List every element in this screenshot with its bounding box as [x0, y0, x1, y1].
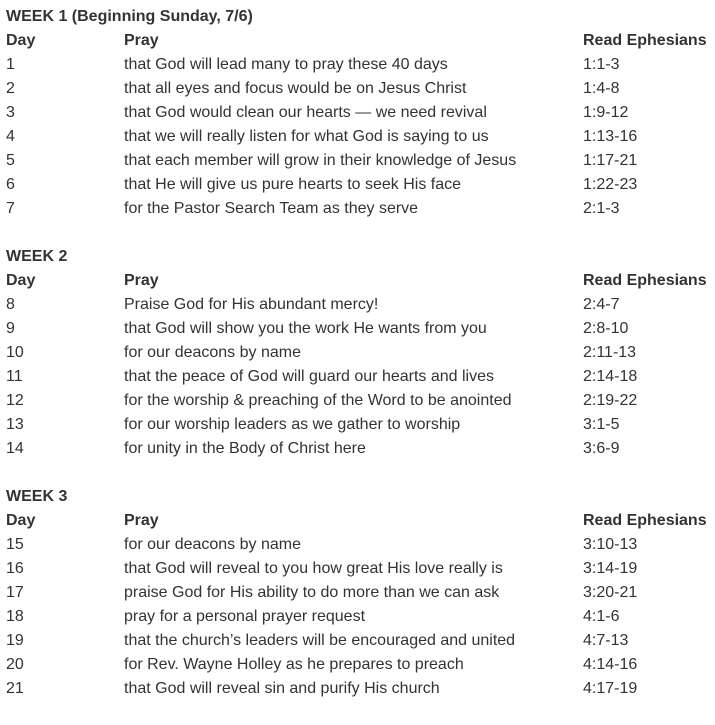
day-cell: 3: [6, 104, 15, 121]
read-cell: 4:14-16: [583, 656, 638, 673]
table-row: [6, 173, 711, 197]
week-section: [6, 245, 711, 461]
read-cell: 1:22-23: [583, 176, 638, 193]
pray-cell: that God will lead many to pray these 40 days: [124, 56, 448, 73]
table-row: [6, 389, 711, 413]
pray-cell: that God will reveal sin and purify His church: [124, 680, 440, 697]
week-section: [6, 485, 711, 701]
table-row: [6, 437, 711, 461]
day-cell: 9: [6, 320, 15, 337]
table-row: [6, 365, 711, 389]
pray-cell: that God would clean our hearts — we need revival: [124, 104, 487, 121]
day-cell: 4: [6, 128, 15, 145]
day-cell: 8: [6, 296, 15, 313]
read-cell: 2:1-3: [583, 200, 620, 217]
table-row: [6, 533, 711, 557]
week-title: WEEK 3: [6, 488, 68, 505]
pray-cell: for Rev. Wayne Holley as he prepares to preach: [124, 656, 464, 673]
prayer-schedule: [6, 5, 711, 725]
day-cell: 15: [6, 536, 24, 553]
read-cell: 1:13-16: [583, 128, 638, 145]
table-row: [6, 77, 711, 101]
day-cell: 6: [6, 176, 15, 193]
column-header-day: Day: [6, 512, 36, 529]
read-cell: 4:1-6: [583, 608, 620, 625]
column-header-read: Read Ephesians: [583, 512, 707, 529]
table-row: [6, 581, 711, 605]
pray-cell: for our deacons by name: [124, 536, 301, 553]
read-cell: 2:8-10: [583, 320, 629, 337]
pray-cell: for our deacons by name: [124, 344, 301, 361]
read-cell: 1:1-3: [583, 56, 620, 73]
read-cell: 4:7-13: [583, 632, 629, 649]
day-cell: 21: [6, 680, 24, 697]
read-cell: 1:4-8: [583, 80, 620, 97]
table-row: [6, 149, 711, 173]
pray-cell: for the worship & preaching of the Word to be anointed: [124, 392, 512, 409]
pray-cell: that we will really listen for what God is saying to us: [124, 128, 489, 145]
table-row: [6, 557, 711, 581]
pray-cell: pray for a personal prayer request: [124, 608, 366, 625]
pray-cell: that God will reveal to you how great His love really is: [124, 560, 503, 577]
pray-cell: for our worship leaders as we gather to worship: [124, 416, 461, 433]
table-row: [6, 293, 711, 317]
pray-cell: that all eyes and focus would be on Jesus Christ: [124, 80, 467, 97]
pray-cell: Praise God for His abundant mercy!: [124, 296, 379, 313]
pray-cell: that each member will grow in their knowledge of Jesus: [124, 152, 517, 169]
read-cell: 3:10-13: [583, 536, 638, 553]
pray-cell: for unity in the Body of Christ here: [124, 440, 366, 457]
column-header-read: Read Ephesians: [583, 32, 707, 49]
column-header-read: Read Ephesians: [583, 272, 707, 289]
table-row: [6, 197, 711, 221]
day-cell: 5: [6, 152, 15, 169]
day-cell: 11: [6, 368, 23, 385]
pray-cell: that He will give us pure hearts to seek His face: [124, 176, 462, 193]
read-cell: 3:1-5: [583, 416, 620, 433]
pray-cell: for the Pastor Search Team as they serve: [124, 200, 419, 217]
day-cell: 1: [6, 56, 15, 73]
week-title: WEEK 1 (Beginning Sunday, 7/6): [6, 8, 253, 25]
table-header: [6, 509, 711, 533]
week-title: WEEK 2: [6, 248, 68, 265]
table-row: [6, 53, 711, 77]
day-cell: 14: [6, 440, 24, 457]
table-row: [6, 125, 711, 149]
column-header-pray: Pray: [124, 272, 159, 289]
read-cell: 1:17-21: [583, 152, 638, 169]
read-cell: 4:17-19: [583, 680, 638, 697]
pray-cell: that the peace of God will guard our hearts and lives: [124, 368, 494, 385]
column-header-day: Day: [6, 32, 36, 49]
column-header-day: Day: [6, 272, 36, 289]
read-cell: 2:4-7: [583, 296, 620, 313]
day-cell: 18: [6, 608, 24, 625]
read-cell: 3:20-21: [583, 584, 638, 601]
day-cell: 20: [6, 656, 24, 673]
table-row: [6, 101, 711, 125]
table-header: [6, 269, 711, 293]
read-cell: 2:11-13: [583, 344, 637, 361]
table-row: [6, 653, 711, 677]
table-row: [6, 629, 711, 653]
day-cell: 13: [6, 416, 24, 433]
read-cell: 3:6-9: [583, 440, 620, 457]
table-row: [6, 605, 711, 629]
pray-cell: that God will show you the work He wants from you: [124, 320, 487, 337]
column-header-pray: Pray: [124, 512, 159, 529]
pray-cell: praise God for His ability to do more than we can ask: [124, 584, 500, 601]
day-cell: 7: [6, 200, 15, 217]
day-cell: 19: [6, 632, 24, 649]
read-cell: 2:19-22: [583, 392, 638, 409]
day-cell: 2: [6, 80, 15, 97]
column-header-pray: Pray: [124, 32, 159, 49]
day-cell: 10: [6, 344, 24, 361]
day-cell: 16: [6, 560, 24, 577]
read-cell: 2:14-18: [583, 368, 638, 385]
table-row: [6, 317, 711, 341]
table-row: [6, 341, 711, 365]
table-header: [6, 29, 711, 53]
table-row: [6, 413, 711, 437]
day-cell: 12: [6, 392, 24, 409]
pray-cell: that the church’s leaders will be encouraged and united: [124, 632, 516, 649]
table-row: [6, 677, 711, 701]
day-cell: 17: [6, 584, 24, 601]
week-section: [6, 5, 711, 221]
read-cell: 3:14-19: [583, 560, 638, 577]
read-cell: 1:9-12: [583, 104, 629, 121]
